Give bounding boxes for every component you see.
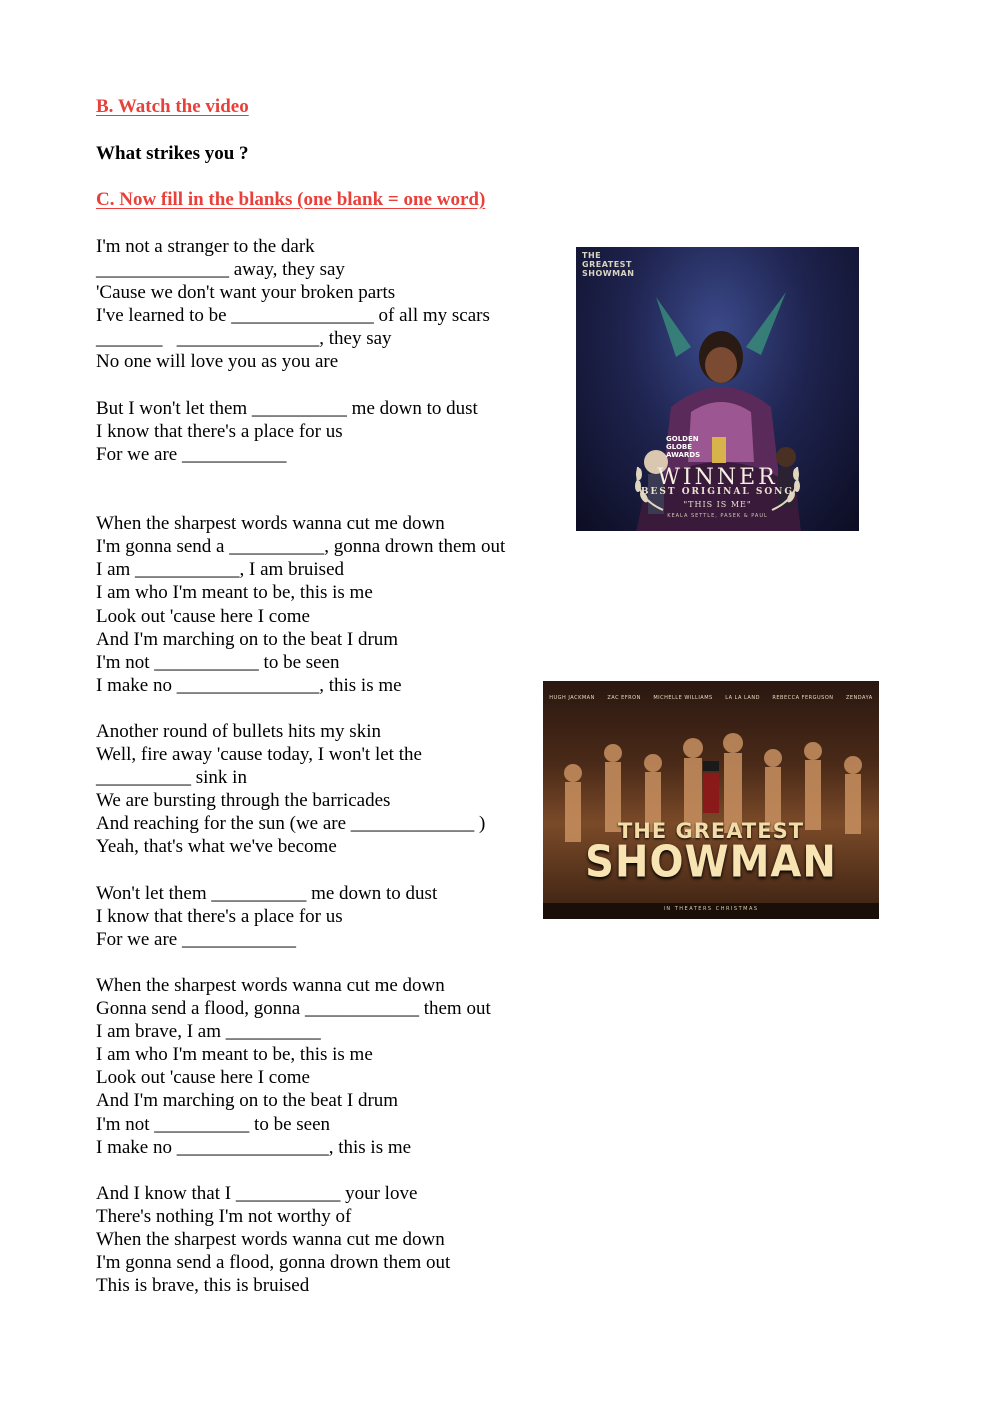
lyric-line: I am brave, I am __________ [96, 1021, 321, 1043]
lyric-line: I've learned to be _______________ of all my scars [96, 305, 490, 327]
lyric-line: I make no _______________, this is me [96, 674, 402, 696]
lyric-line: I'm gonna send a __________, gonna drown them out [96, 536, 506, 558]
lyric-line: I am who I'm meant to be, this is me [96, 582, 373, 604]
lyrics-stanza [96, 882, 556, 951]
section-b-heading: B. Watch the video [96, 96, 249, 117]
release-tagline: IN THEATERS CHRISTMAS [663, 906, 759, 912]
lyric-line: I know that there's a place for us [96, 420, 343, 442]
lyrics-stanza [96, 397, 556, 466]
movie-title-line1: THE GREATEST [617, 819, 805, 843]
lyric-line: When the sharpest words wanna cut me down [96, 513, 445, 535]
lyric-line: Look out 'cause here I come [96, 605, 310, 627]
lyric-line: There's nothing I'm not worthy of [96, 1205, 352, 1227]
globe-statuette-icon [712, 437, 726, 463]
lyric-line: And I'm marching on to the beat I drum [96, 1090, 399, 1112]
lyric-line: I'm not __________ to be seen [96, 1113, 331, 1135]
lyrics-block [96, 235, 556, 1320]
winner-text: WINNER [657, 465, 778, 490]
award-poster-image [576, 247, 859, 531]
lyric-line: ______________ away, they say [96, 259, 345, 281]
lyric-line: I'm gonna send a flood, gonna drown them out [96, 1252, 451, 1274]
song-credits: KEALA SETTLE, PASEK & PAUL [667, 513, 768, 519]
cast-name: MICHELLE WILLIAMS [653, 695, 713, 701]
question-text: What strikes you ? [96, 143, 249, 164]
award-category: BEST ORIGINAL SONG [640, 487, 795, 497]
lyric-line: For we are ____________ [96, 928, 296, 950]
lyric-line: But I won't let them __________ me down to dust [96, 397, 478, 419]
lyric-line: Another round of bullets hits my skin [96, 720, 381, 742]
movie-title-line2: SHOWMAN [585, 836, 837, 888]
golden-globe-label: GOLDEN GLOBE AWARDS [666, 435, 701, 459]
lyric-line: No one will love you as you are [96, 351, 339, 373]
lyric-line: Look out 'cause here I come [96, 1067, 310, 1089]
poster-logo: THE GREATEST SHOWMAN [582, 251, 635, 278]
lyric-line: This is brave, this is bruised [96, 1275, 310, 1297]
movie-poster-image [543, 681, 879, 919]
song-title: "THIS IS ME" [683, 500, 752, 509]
lyric-line: And reaching for the sun (we are _____________ ) [96, 813, 486, 835]
lyrics-stanza [96, 235, 556, 374]
lyrics-stanza [96, 720, 556, 859]
lyric-line: __________ sink in [96, 767, 247, 789]
lyric-line: I am ___________, I am bruised [96, 559, 345, 581]
lyric-line: And I'm marching on to the beat I drum [96, 628, 399, 650]
cast-name: LA LA LAND [725, 695, 760, 701]
lyric-line: Gonna send a flood, gonna ____________ them out [96, 998, 491, 1020]
lyric-line: We are bursting through the barricades [96, 790, 391, 812]
lyric-line: I'm not ___________ to be seen [96, 651, 340, 673]
lyrics-stanza [96, 974, 556, 1159]
lyric-line: For we are ___________ [96, 443, 287, 465]
lyric-line: Yeah, that's what we've become [96, 836, 337, 858]
lyric-line: I know that there's a place for us [96, 905, 343, 927]
lyric-line: 'Cause we don't want your broken parts [96, 282, 396, 304]
lyric-line: When the sharpest words wanna cut me down [96, 975, 445, 996]
lyrics-stanza [96, 1182, 556, 1297]
lyric-line: Won't let them __________ me down to dust [96, 882, 438, 904]
lyric-line: Well, fire away 'cause today, I won't let the [96, 744, 422, 766]
lyric-line: _______ _______________, they say [96, 328, 392, 350]
lyric-line: When the sharpest words wanna cut me down [96, 1229, 445, 1251]
cast-name: ZENDAYA [845, 695, 873, 701]
cast-name: ZAC EFRON [607, 695, 641, 701]
lyric-line: I make no ________________, this is me [96, 1136, 412, 1158]
cast-name: HUGH JACKMAN [549, 695, 595, 701]
cast-names [543, 695, 879, 701]
section-c-heading: C. Now fill in the blanks (one blank = one word) [96, 189, 486, 210]
lyric-line: I'm not a stranger to the dark [96, 236, 315, 257]
lyrics-stanza [96, 512, 556, 697]
cast-name: REBECCA FERGUSON [772, 695, 834, 701]
lyric-line: I am who I'm meant to be, this is me [96, 1044, 373, 1066]
lyric-line: And I know that I ___________ your love [96, 1182, 418, 1204]
